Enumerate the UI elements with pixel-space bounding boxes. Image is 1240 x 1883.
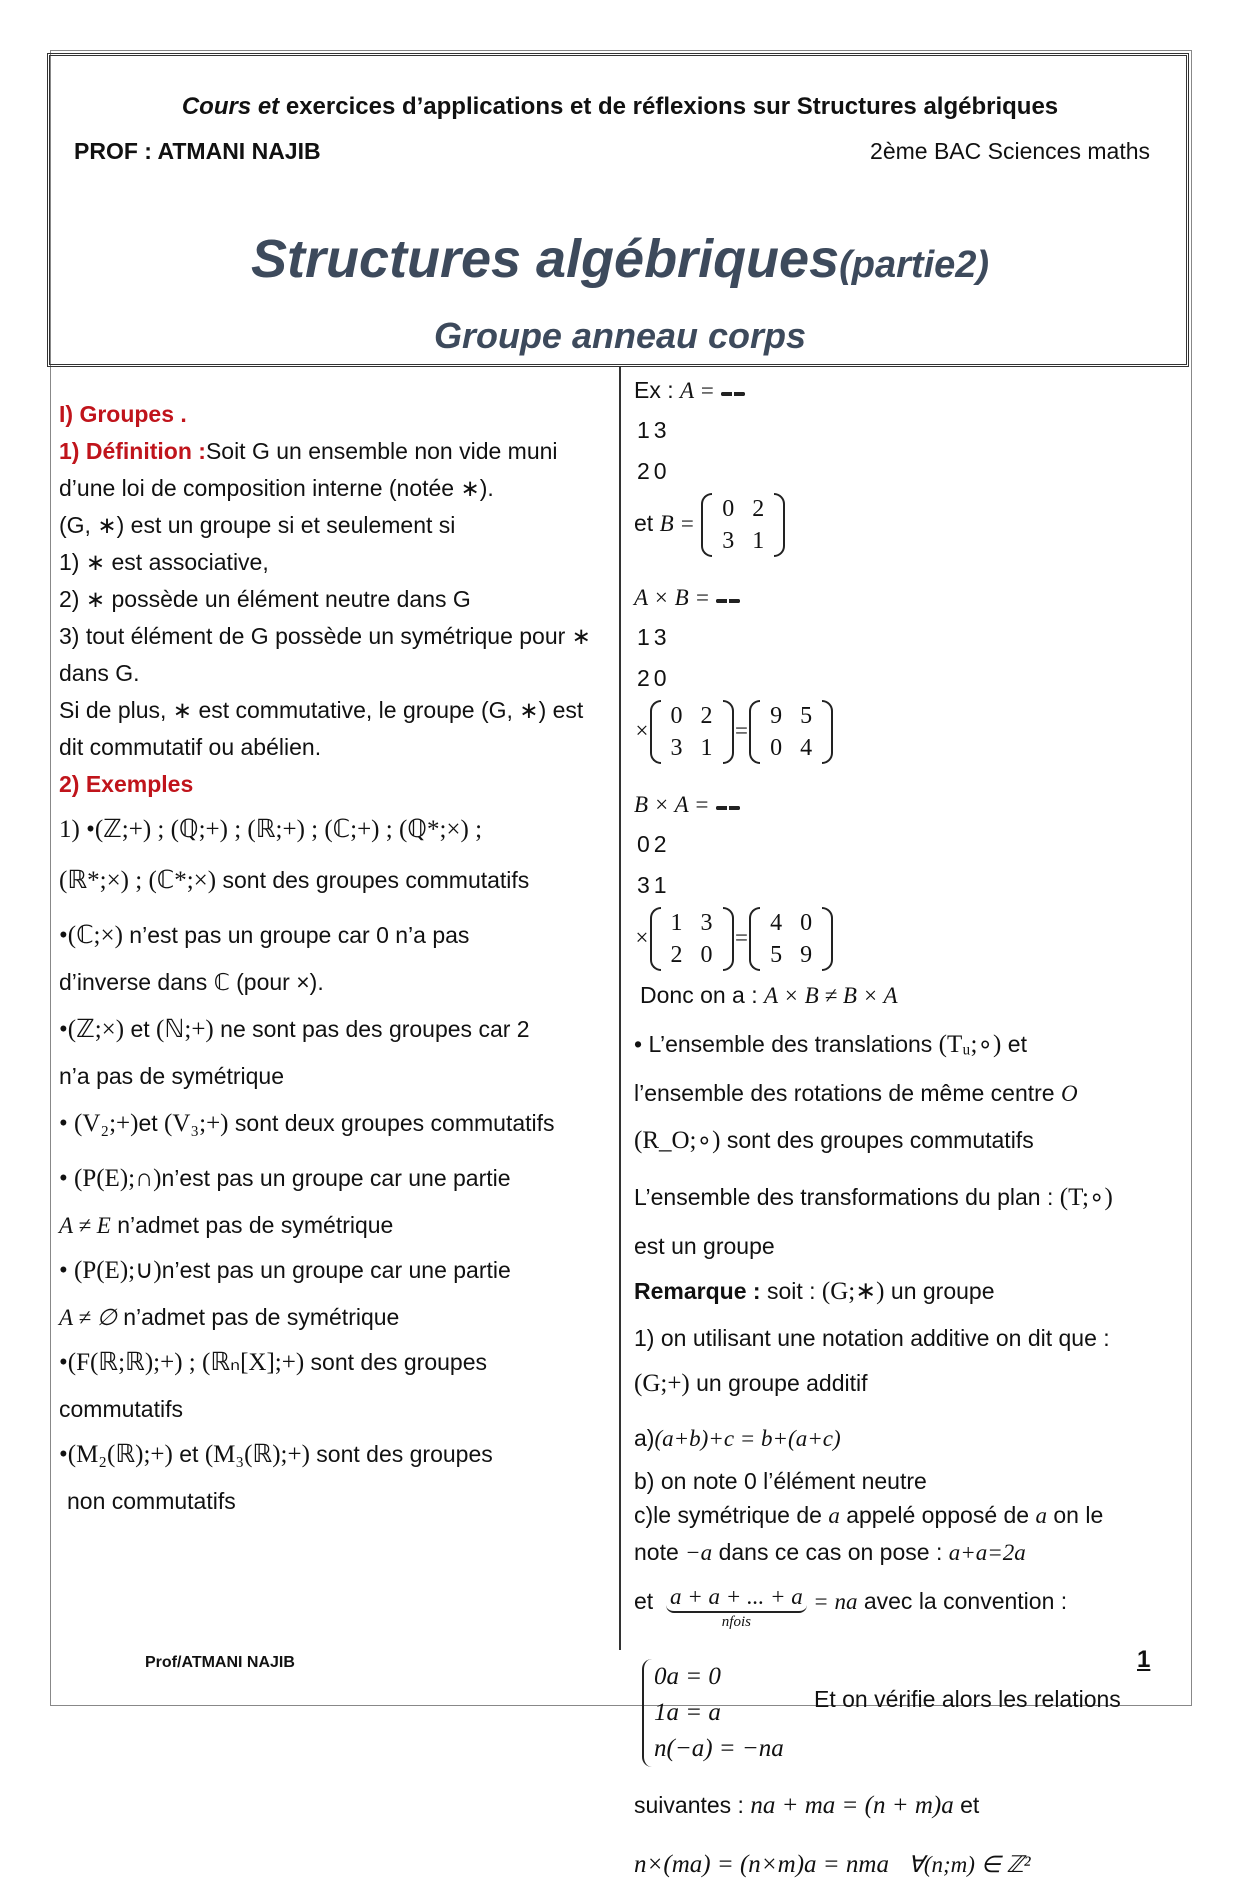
system-brace: 0a = 0 1a = a n(−a) = −na bbox=[642, 1659, 784, 1767]
rotations: l’ensemble des rotations de même centre O bbox=[634, 1080, 1078, 1106]
translations: • L’ensemble des translations (Tᵤ;∘) et bbox=[634, 1031, 1027, 1058]
definition: 1) Définition :Soit G un ensemble non vide muni bbox=[59, 438, 558, 464]
example-2: •(ℂ;×) n’est pas un groupe car 0 n’a pas bbox=[59, 922, 470, 949]
def-line: Si de plus, ∗ est commutative, le groupe (G, ∗) est bbox=[59, 697, 584, 723]
example-5: • (P(E);∩)n’est pas un groupe car une partie bbox=[59, 1165, 511, 1192]
example-8b: non commutatifs bbox=[67, 1488, 236, 1514]
column-divider bbox=[619, 367, 621, 1650]
remark-d: et a + a + ... + a nfois = na avec la convention : bbox=[634, 1584, 1068, 1630]
prof-name: PROF : ATMANI NAJIB bbox=[74, 138, 321, 164]
transformations-b: est un groupe bbox=[634, 1233, 775, 1259]
example-2b: d’inverse dans ℂ (pour ×). bbox=[59, 969, 324, 995]
page-subtitle: Groupe anneau corps bbox=[433, 315, 807, 356]
example-1b: (ℝ*;×) ; (ℂ*;×) sont des groupes commutatifs bbox=[59, 867, 530, 894]
remark-1: 1) on utilisant une notation additive on dit que : bbox=[634, 1325, 1110, 1351]
example-6b: A ≠ ∅ n’admet pas de symétrique bbox=[59, 1304, 400, 1330]
matrix-AB: 9 5 0 4 bbox=[749, 700, 833, 764]
examples-heading: 2) Exemples bbox=[59, 771, 194, 797]
def-line: dit commutatif ou abélien. bbox=[59, 734, 322, 760]
convention-system bbox=[634, 1659, 1174, 1779]
product-AB: A × B = bbox=[634, 585, 710, 610]
example-7b: commutatifs bbox=[59, 1396, 183, 1422]
def-line: 3) tout élément de G possède un symétrique pour ∗ bbox=[59, 623, 591, 649]
page-title: Structures algébriques(partie2) bbox=[250, 229, 990, 289]
remark-1b: (G;+) un groupe additif bbox=[634, 1370, 868, 1397]
remark-c: c)le symétrique de a appelé opposé de a on le bbox=[634, 1502, 1104, 1528]
footer-author: Prof/ATMANI NAJIB bbox=[145, 1654, 295, 1671]
right-column: Ex : A = 1 3 2 0 et B = 0 2 3 1 A × B = 1 3 2 0 × 0 2 3 1 = 9 5 0 4 B × A = 0 2 3 1 × 1 3 2 0 = 4 0 5 9 Donc on a : A × B ≠ B × A • L’ensemble des translations (Tᵤ;∘) et l’ensemble des rotations de même centre O (R_O;∘) sont des groupes commutatifs L’ensemble des transformations du plan : (T;∘) est un groupe Remarque : soit : (G;∗) un groupe 1) on utilisant une notation additive on dit que : (G;+) un groupe additif a)(a+b)+c = b+(a+c) b) on note 0 l’élément neutre c)le symétrique de a appelé opposé de a on le note −a dans ce cas on pose : a+a=2a et a + a + ... + a nfois = na avec la convention : 0a = 0 1a = a n(−a) = −na Et on vérifie alors les relations suivantes : na + ma = (n + m)a et n×(ma) = (n×m)a = nma ∀(n;m) ∈ ℤ² bbox=[634, 372, 1174, 1883]
matrix-definitions: Ex : A = bbox=[634, 377, 715, 403]
matrix-BA: 4 0 5 9 bbox=[749, 907, 833, 971]
remark: Remarque : soit : (G;∗) un groupe bbox=[634, 1278, 995, 1305]
example-7: •(F(ℝ;ℝ);+) ; (ℝₙ[X];+) sont des groupes bbox=[59, 1349, 487, 1376]
course-subtitle: Cours et exercices d’applications et de réflexions sur Structures algébriques bbox=[181, 93, 1059, 120]
example-1: 1) •(ℤ;+) ; (ℚ;+) ; (ℝ;+) ; (ℂ;+) ; (ℚ*;×) ; bbox=[59, 816, 483, 843]
section-heading: I) Groupes . bbox=[59, 401, 187, 427]
example-6: • (P(E);∪)n’est pas un groupe car une partie bbox=[59, 1257, 511, 1284]
def-line: 2) ∗ possède un élément neutre dans G bbox=[59, 586, 471, 612]
relation-1: suivantes : na + ma = (n + m)a et bbox=[634, 1792, 980, 1819]
def-line: 1) ∗ est associative, bbox=[59, 549, 269, 575]
example-8: •(M₂(ℝ);+) et (M₃(ℝ);+) sont des groupes bbox=[59, 1441, 493, 1468]
rotations-b: (R_O;∘) sont des groupes commutatifs bbox=[634, 1127, 1034, 1154]
remark-b: b) on note 0 l’élément neutre bbox=[634, 1468, 927, 1494]
example-3: •(ℤ;×) et (ℕ;+) ne sont pas des groupes car 2 bbox=[59, 1016, 530, 1043]
system-text: Et on vérifie alors les relations bbox=[814, 1686, 1121, 1712]
example-5b: A ≠ E n’admet pas de symétrique bbox=[59, 1212, 394, 1238]
relation-2: n×(ma) = (n×m)a = nma ∀(n;m) ∈ ℤ² bbox=[634, 1851, 1031, 1878]
remark-a: a)(a+b)+c = b+(a+c) bbox=[634, 1425, 841, 1451]
class-level: 2ème BAC Sciences maths bbox=[870, 138, 1150, 164]
product-BA: B × A = bbox=[634, 792, 710, 817]
def-line: (G, ∗) est un groupe si et seulement si bbox=[59, 512, 456, 538]
nfois-sum: a + a + ... + a nfois bbox=[666, 1583, 807, 1631]
def-line: dans G. bbox=[59, 660, 140, 686]
example-4: • (V₂;+)et (V₃;+) sont deux groupes commutatifs bbox=[59, 1110, 555, 1137]
left-column bbox=[59, 396, 614, 1520]
page-number: 1 bbox=[1137, 1646, 1151, 1673]
conclusion: Donc on a : A × B ≠ B × A bbox=[640, 982, 898, 1008]
remark-c2: note −a dans ce cas on pose : a+a=2a bbox=[634, 1539, 1026, 1565]
def-line: d’une loi de composition interne (notée ∗). bbox=[59, 475, 494, 501]
transformations: L’ensemble des transformations du plan : (T;∘) bbox=[634, 1184, 1113, 1211]
matrix-B: 0 2 3 1 bbox=[701, 493, 785, 557]
example-3b: n’a pas de symétrique bbox=[59, 1063, 285, 1089]
